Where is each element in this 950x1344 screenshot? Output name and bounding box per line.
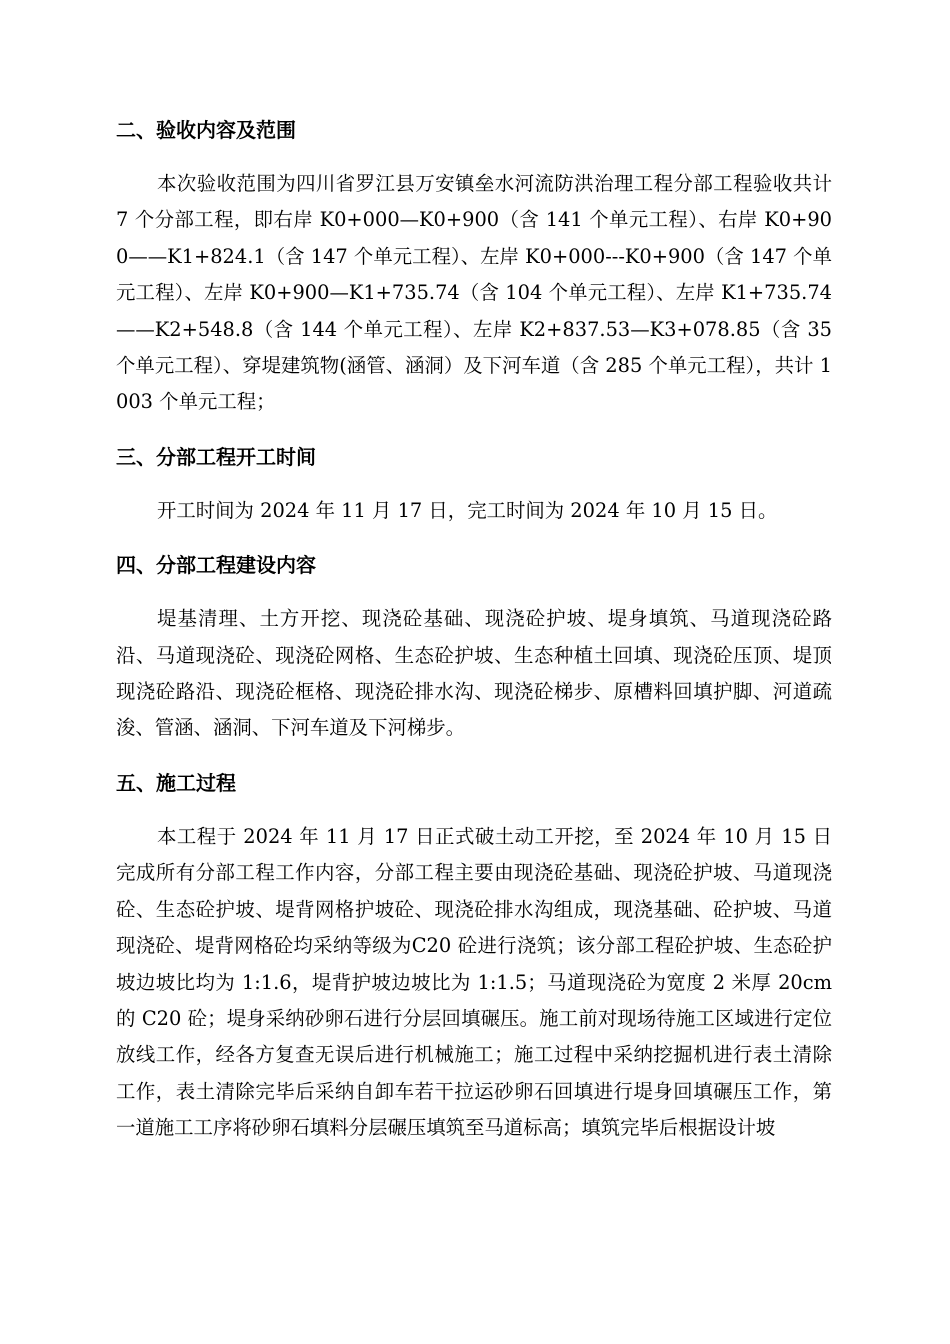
paragraph-start-time: 开工时间为 2024 年 11 月 17 日，完工时间为 2024 年 10 月 15 日。 (157, 498, 778, 522)
section-heading-acceptance-scope: 二、验收内容及范围 (116, 118, 296, 142)
paragraph-acceptance-scope: 本次验收范围为四川省罗江县万安镇垒水河流防洪治理工程分部工程验收共计 7 个分部工程，即右岸 K0+000—K0+900（含 141 个单元工程）、右岸 K0+900——K1+824.1（含 147 个单元工程）、左岸 K0+000---K0+900（含 147 个单元工程）、左岸 K0+900—K1+735.74（含 104 个单元工程）、左岸 K1+735.74——K2+548.8（含 144 个单元工程）、左岸 K2+837.53—K3+078.85（含 35 个单元工程）、穿堤建筑物(涵管、涵洞）及下河车道（含 285 个单元工程），共计 1003 个单元工程； (116, 172, 832, 414)
section-heading-start-time: 三、分部工程开工时间 (116, 444, 316, 469)
paragraph-construction-process: 本工程于 2024 年 11 月 17 日正式破土动工开挖，至 2024 年 10 月 15 日完成所有分部工程工作内容，分部工程主要由现浇砼基础、现浇砼护坡、马道现浇砼、生态砼护坡、堤背网格护坡砼、现浇砼排水沟组成，现浇基础、砼护坡、马道现浇砼、堤背网格砼均采纳等级为C20 砼进行浇筑；该分部工程砼护坡、生态砼护坡边坡比均为 1:1.6，堤背护坡边坡比为 1:1.5；马道现浇砼为宽度 2 米厚 20cm 的 C20 砼；堤身采纳砂卵石进行分层回填碾压。施工前对现场待施工区域进行定位放线工作，经各方复查无误后进行机械施工；施工过程中采纳挖掘机进行表土清除工作，表土清除完毕后采纳自卸车若干拉运砂卵石回填进行堤身回填碾压工作，第一道施工工序将砂卵石填料分层碾压填筑至马道标高；填筑完毕后根据设计坡 (116, 824, 832, 1140)
section-heading-construction-process: 五、施工过程 (116, 770, 236, 795)
document-page (116, 112, 832, 1147)
section-heading-construction-content: 四、分部工程建设内容 (116, 553, 316, 578)
paragraph-construction-content: 堤基清理、土方开挖、现浇砼基础、现浇砼护坡、堤身填筑、马道现浇砼路沿、马道现浇砼、现浇砼网格、生态砼护坡、生态种植土回填、现浇砼压顶、堤顶现浇砼路沿、现浇砼框格、现浇砼排水沟、现浇砼梯步、原槽料回填护脚、河道疏浚、管涵、涵洞、下河车道及下河梯步。 (116, 607, 832, 740)
